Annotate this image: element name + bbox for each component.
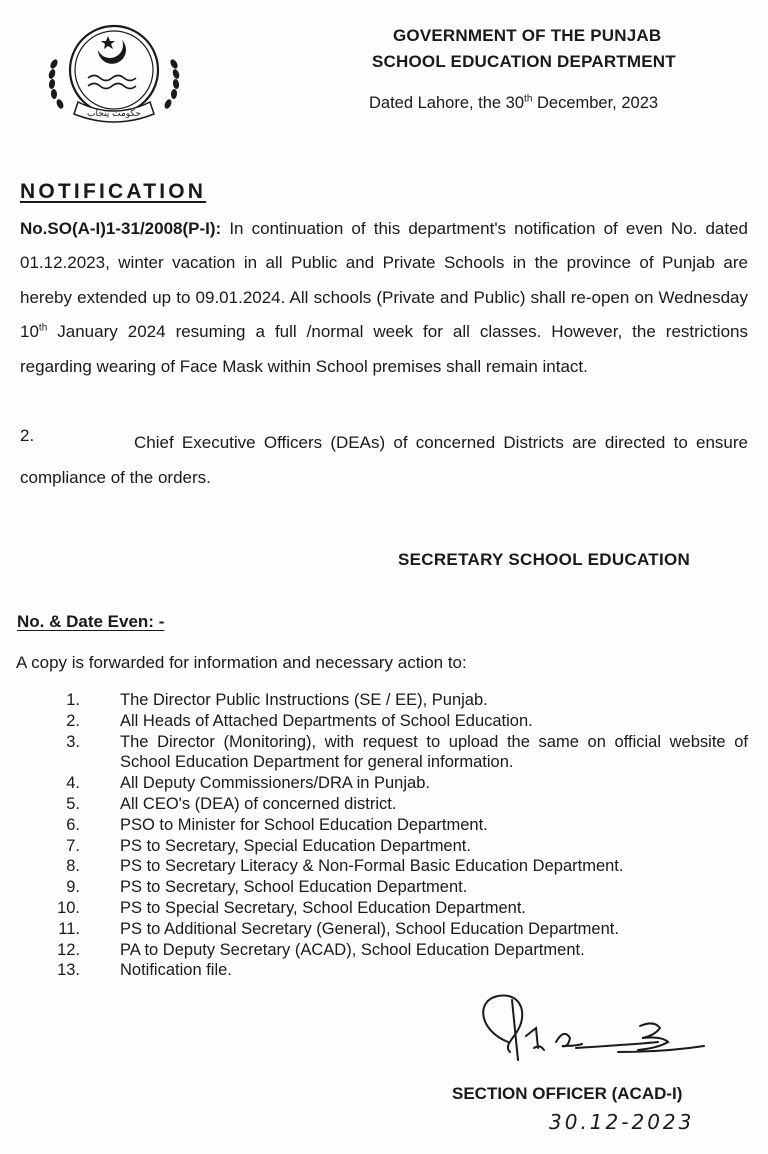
list-item: 5. All CEO's (DEA) of concerned district. <box>66 794 397 813</box>
punjab-government-logo <box>38 14 190 132</box>
notification-title: NOTIFICATION <box>20 180 207 203</box>
list-item: 3. The Director (Monitoring), with request to upload the same on official website of School Education Department for general information. <box>66 732 748 772</box>
list-item: 10. PS to Special Secretary, School Education Department. <box>57 898 526 917</box>
section-officer-title: SECTION OFFICER (ACAD-I) <box>452 1084 683 1103</box>
issue-date: Dated Lahore, the 30th December, 2023 <box>369 93 659 112</box>
notification-paragraph-1: No.SO(A-I)1-31/2008(P-I): In continuation of this department's notification of even No. dated 01.12.2023, winter vacation in all Public and Private Schools in the province of Punjab are hereby extended up to 09.01.2024. All schools (Private and Public) shall re-open on Wednesday 10th January 2024 resuming a full /normal week for all classes. However, the restrictions regarding wearing of Face Mask within School premises shall remain intact. <box>20 219 748 376</box>
list-item: 8. PS to Secretary Literacy & Non-Formal Basic Education Department. <box>66 857 624 876</box>
government-heading: GOVERNMENT OF THE PUNJAB <box>393 26 662 45</box>
list-item: 1. The Director Public Instructions (SE / EE), Punjab. <box>66 691 488 709</box>
distribution-intro: A copy is forwarded for information and necessary action to: <box>16 653 467 672</box>
distribution-heading: No. & Date Even: - <box>17 612 165 631</box>
paragraph-2-number: 2. <box>20 426 35 445</box>
list-item: 13. Notification file. <box>57 961 232 980</box>
list-item: 11. PS to Additional Secretary (General), School Education Department. <box>58 919 619 938</box>
svg-text:حکومت پنجاب: حکومت پنجاب <box>87 109 141 119</box>
handwritten-signature <box>468 990 728 1070</box>
notification-paragraph-2: Chief Executive Officers (DEAs) of concerned Districts are directed to ensure compliance of the orders. <box>20 433 748 487</box>
department-heading: SCHOOL EDUCATION DEPARTMENT <box>372 52 676 71</box>
list-item: 6. PSO to Minister for School Education Department. <box>66 815 488 834</box>
handwritten-date: 30.12-2023 <box>549 1110 695 1134</box>
distribution-list <box>40 690 748 981</box>
secretary-signatory: SECRETARY SCHOOL EDUCATION <box>398 550 691 569</box>
notification-reference-number: No.SO(A-I)1-31/2008(P-I): <box>20 219 222 238</box>
list-item: 7. PS to Secretary, Special Education Department. <box>66 836 471 855</box>
list-item: 2. All Heads of Attached Departments of School Education. <box>66 711 533 730</box>
list-item: 4. All Deputy Commissioners/DRA in Punjab. <box>66 774 430 793</box>
list-item: 9. PS to Secretary, School Education Department. <box>66 878 468 897</box>
list-item: 12. PA to Deputy Secretary (ACAD), School Education Department. <box>57 940 585 959</box>
